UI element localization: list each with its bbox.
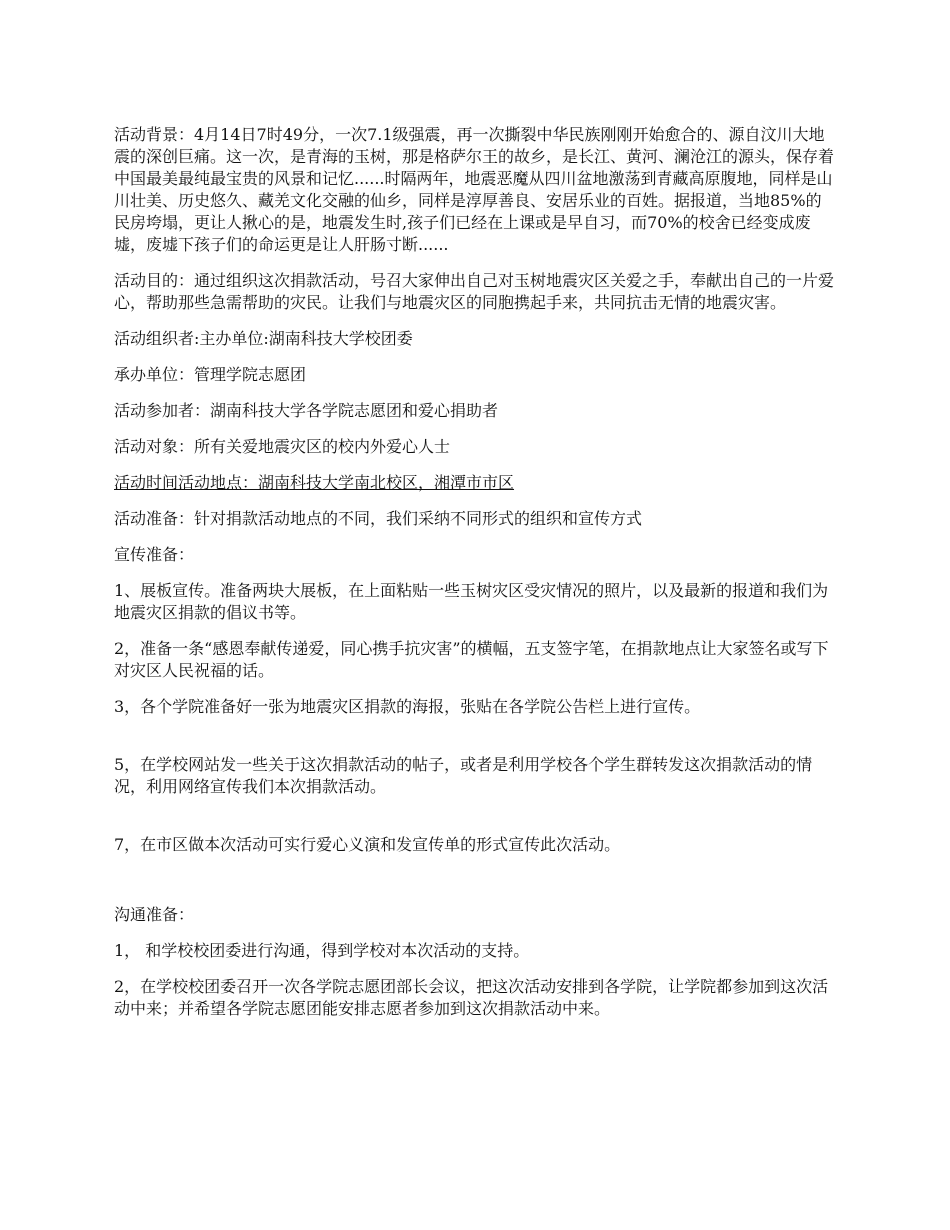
paragraph-participants: 活动参加者：湖南科技大学各学院志愿团和爱心捐助者 (114, 401, 499, 420)
heading-publicity: 宣传准备： (114, 545, 195, 564)
paragraph-target: 活动对象：所有关爱地震灾区的校内外爱心人士 (114, 437, 451, 456)
publicity-item-5: 5，在学校网站发一些关于这次捐款活动的帖子，或者是利用学校各个学生群转发这次捐款活动的情况，利用网络宣传我们本次捐款活动。 (114, 755, 813, 796)
blank-line (114, 732, 834, 754)
blank-line (114, 870, 834, 904)
paragraph-time-location: 活动时间活动地点：湖南科技大学南北校区，湘潭市市区 (114, 473, 515, 492)
publicity-item-2: 2，准备一条“感恩奉献传递爱，同心携手抗灾害”的横幅，五支签字笔，在捐款地点让大家签名或写下对灾区人民祝福的话。 (114, 639, 829, 680)
publicity-item-3: 3，各个学院准备好一张为地震灾区捐款的海报，张贴在各学院公告栏上进行宣传。 (114, 697, 701, 716)
paragraph-co-organizer: 承办单位：管理学院志愿团 (114, 365, 307, 384)
publicity-item-1: 1、展板宣传。准备两块大展板，在上面粘贴一些玉树灾区受灾情况的照片，以及最新的报道和我们为地震灾区捐款的倡议书等。 (114, 581, 829, 622)
heading-communication: 沟通准备： (114, 905, 195, 924)
paragraph-preparation: 活动准备：针对捐款活动地点的不同，我们采纳不同形式的组织和宣传方式 (114, 509, 643, 528)
communication-item-1: 1， 和学校校团委进行沟通，得到学校对本次活动的支持。 (114, 941, 530, 960)
blank-line (114, 812, 834, 834)
document-body (114, 124, 834, 1034)
paragraph-background: 活动背景：4月14日7时49分，一次7.1级强震，再一次撕裂中华民族刚刚开始愈合的、源自汶川大地震的深创巨痛。这一次，是青海的玉树，那是格萨尔王的故乡，是长江、黄河、澜沧江的源头，保存着中国最美最纯最宝贵的风景和记忆......时隔两年，地震恶魔从四川盆地激荡到青藏高原腹地，同样是山川壮美、历史悠久、藏羌文化交融的仙乡，同样是淳厚善良、安居乐业的百姓。据报道，当地85%的民房垮塌，更让人揪心的是，地震发生时,孩子们已经在上课或是早自习，而70%的校舍已经变成废墟，废墟下孩子们的命运更是让人肝肠寸断...... (114, 125, 835, 254)
communication-item-2: 2，在学校校团委召开一次各学院志愿团部长会议，把这次活动安排到各学院，让学院都参加到这次活动中来；并希望各学院志愿团能安排志愿者参加到这次捐款活动中来。 (114, 977, 829, 1018)
paragraph-purpose: 活动目的：通过组织这次捐款活动，号召大家伸出自己对玉树地震灾区关爱之手，奉献出自己的一片爱心，帮助那些急需帮助的灾民。让我们与地震灾区的同胞携起手来，共同抗击无情的地震灾害。 (114, 271, 835, 312)
publicity-item-7: 7，在市区做本次活动可实行爱心义演和发宣传单的形式宣传此次活动。 (114, 835, 621, 854)
paragraph-organizer: 活动组织者:主办单位:湖南科技大学校团委 (114, 329, 413, 348)
